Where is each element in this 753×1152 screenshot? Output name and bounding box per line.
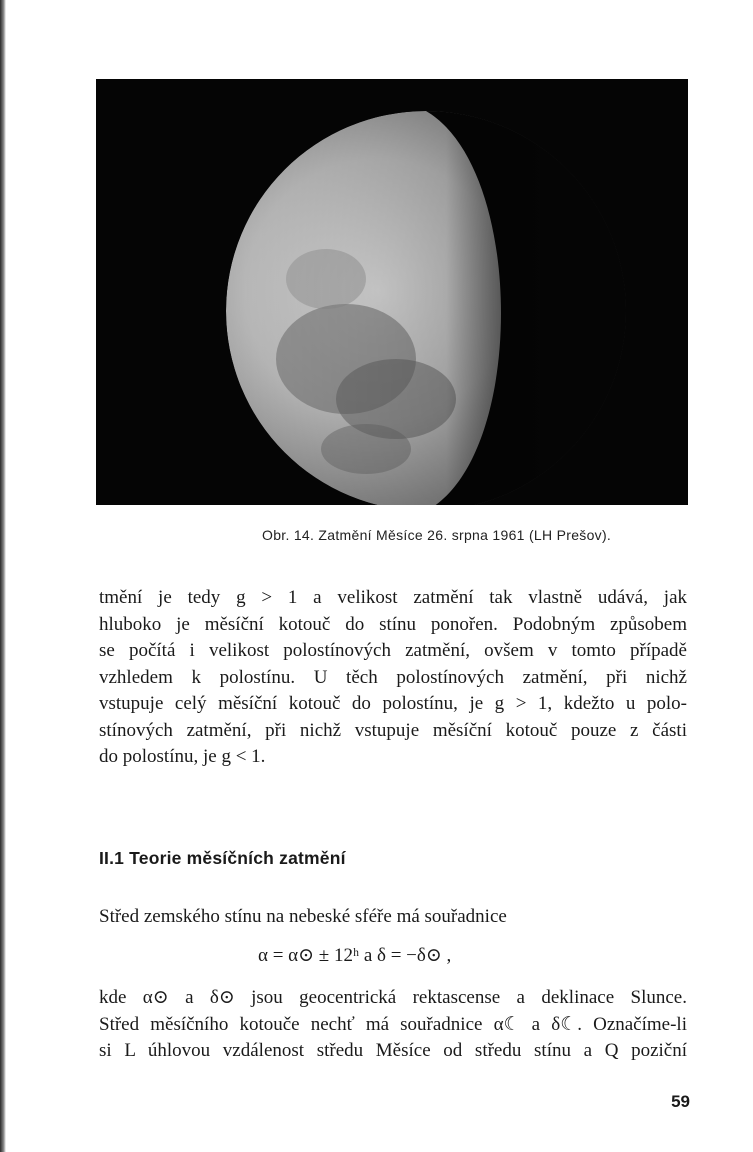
paragraph-eclipse-magnitude (99, 585, 687, 771)
paragraph-shadow-center: Střed zemského stínu na nebeské sféře má souřadnice (99, 906, 507, 927)
text-line: si L úhlovou vzdálenost středu Měsíce od středu stínu a Q poziční (99, 1040, 687, 1061)
eclipse-photo (96, 79, 688, 505)
formula-shadow-coordinates: α = α⊙ ± 12ʰ a δ = −δ⊙ , (258, 945, 452, 966)
page-number: 59 (671, 1092, 690, 1111)
figure-caption: Obr. 14. Zatmění Měsíce 26. srpna 1961 (LH Prešov). (262, 527, 612, 543)
text-line: se počítá i velikost polostínových zatmění, ovšem v tomto případě (99, 640, 687, 661)
paragraph-definitions (99, 985, 687, 1065)
book-spine-shadow (0, 0, 6, 1152)
text-line: stínových zatmění, při nichž vstupuje měsíční kotouč pouze z části (99, 719, 687, 741)
text-line: vzhledem k polostínu. U těch polostínových zatmění, při nichž (99, 666, 687, 688)
text-line: Střed měsíčního kotouče nechť má souřadnice α☾ a δ☾. Označíme-li (99, 1013, 687, 1035)
text-line: tmění je tedy g > 1 a velikost zatmění tak vlastně udává, jak (99, 587, 687, 608)
text-line: hluboko je měsíční kotouč do stínu ponořen. Podobným způsobem (99, 613, 687, 635)
text-line: do polostínu, je g < 1. (99, 746, 266, 767)
text-line: vstupuje celý měsíční kotouč do polostínu, je g > 1, kdežto u polo- (99, 693, 687, 714)
text-line: kde α⊙ a δ⊙ jsou geocentrická rektascense a deklinace Slunce. (99, 987, 687, 1008)
section-heading: II.1 Teorie měsíčních zatmění (99, 848, 346, 868)
